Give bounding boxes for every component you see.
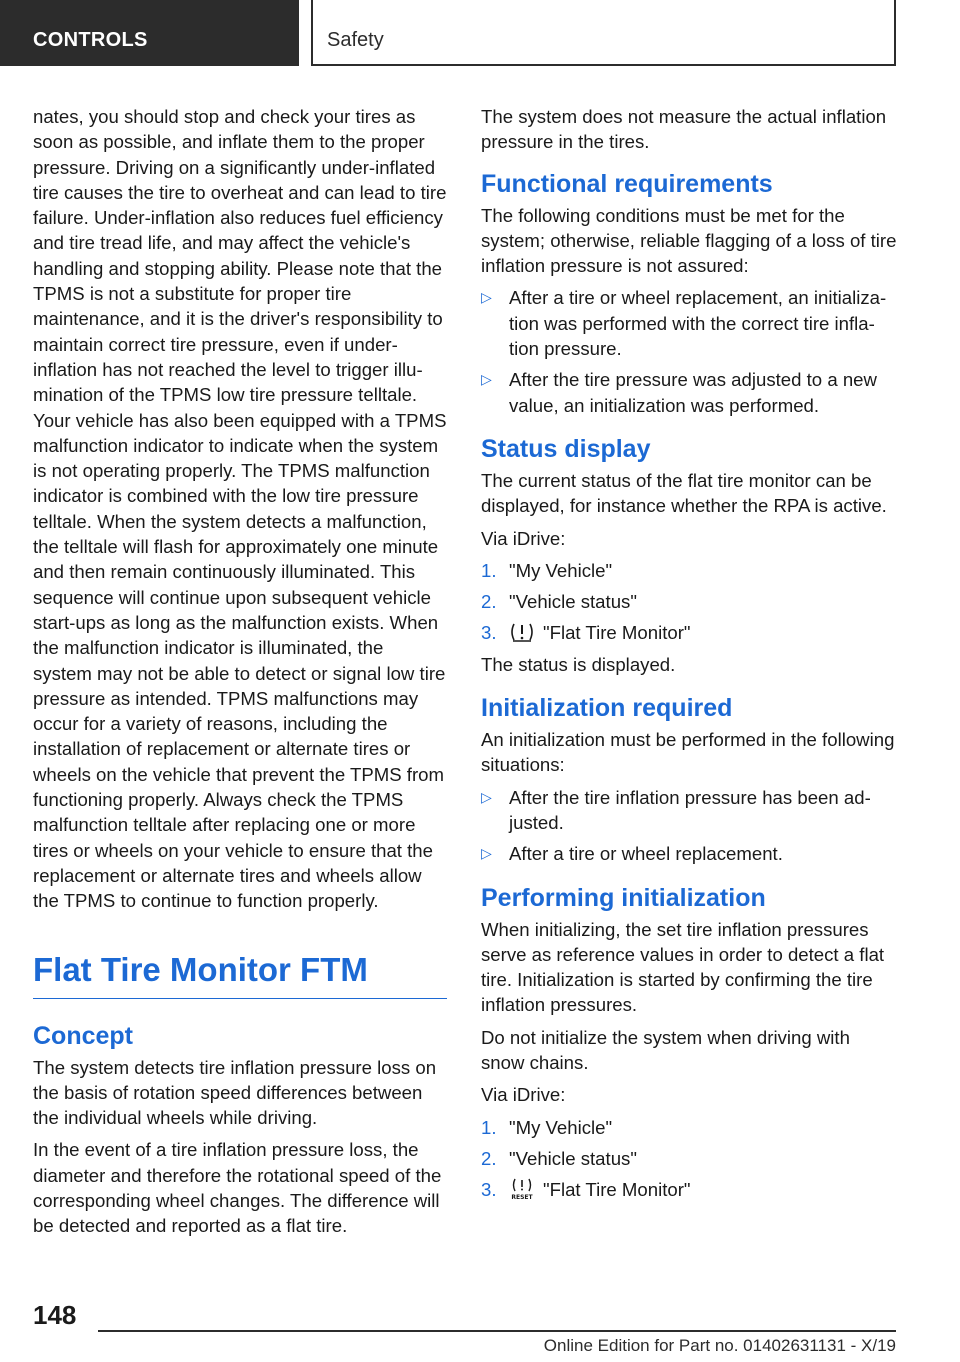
via-idrive-label: Via iDrive: [481, 1084, 566, 1106]
footer-divider [98, 1330, 896, 1332]
section-title: CONTROLS [33, 29, 148, 51]
right-column [481, 104, 897, 1209]
list-item: 1. "My Vehicle" [481, 1116, 613, 1138]
list-item: ▷ After a tire or wheel replacement. [481, 841, 897, 866]
triangle-bullet-icon: ▷ [481, 289, 492, 306]
tpms-intro-paragraph: nates, you should stop and check your tires as soon as possible, and inflate them to the proper pressure. Driving on a significantly under-inflated tire causes the tire to overheat and can lead to tire failure. Under-inflation also reduces fuel efficiency and tire tread life, and may affect the vehicle's handling and stopping ability. Please note that the TPMS is not a substitute for proper tire maintenance, and it is the driver's responsibility to maintain correct tire pressure, even if under-inflation has not reached the level to trigger illumination of the TPMS low tire pressure telltale. Your vehicle has also been equipped with a TPMS malfunction indicator to indicate when the system is not operating properly. The TPMS malfunction indicator is combined with the low tire pressure telltale. When the system detects a malfunction, the telltale will flash for approximately one minute and then remain continuously illuminated. This sequence will continue upon subsequent vehicle start-ups as long as the malfunction exists. When the malfunction indicator is illuminated, the system may not be able to detect or signal low tire pressure as intended. TPMS malfunctions may occur for a variety of reasons, including the installation of replacement or alternate tires or wheels on the vehicle that prevent the TPMS from functioning properly. Always check the TPMS malfunction telltale after replacing one or more tires or wheels on your vehicle to ensure that the replacement or alternate tires and wheels allow the TPMS to continue to function properly. [33, 106, 447, 912]
status-display-heading: Status display [481, 434, 651, 463]
initialization-required-heading: Initialization required [481, 694, 733, 723]
edition-info: Online Edition for Part no. 01402631131 - X/19 [543, 1336, 896, 1355]
list-item: ▷ After the tire inflation pressure has been adjusted. [481, 786, 871, 833]
list-item: ▷ After a tire or wheel replacement, an initialization was performed with the correct tire inflation pressure. [481, 287, 887, 360]
performing-initialization-heading: Performing initialization [481, 883, 766, 912]
status-display-paragraph: The current status of the flat tire monitor can be displayed, for instance whether the RPA is active. [481, 469, 887, 517]
measurement-note: The system does not measure the actual inflation pressure in the tires. [481, 106, 887, 153]
initialization-steps [481, 1115, 897, 1203]
list-item: ▷ After the tire pressure was adjusted to a new value, an initialization was performed. [481, 369, 877, 416]
page-header [0, 0, 960, 66]
functional-requirements-paragraph: The following conditions must be met for the system; otherwise, reliable flagging of a loss of tire inflation pressure is not assured: [481, 204, 897, 277]
chapter-heading: Flat Tire Monitor FTM [33, 950, 447, 999]
triangle-bullet-icon: ▷ [481, 788, 492, 805]
initialization-required-paragraph: An initialization must be performed in the following situations: [481, 729, 895, 776]
list-item: 1. "My Vehicle" [481, 559, 613, 581]
initialization-required-list [481, 785, 897, 867]
performing-initialization-paragraph-1: When initializing, the set tire inflation pressures serve as reference values in order to detect a flat tire. Initialization is started by confirming the tire inflation pressures. [481, 918, 885, 1016]
concept-paragraph-1: The system detects tire inflation pressure loss on the basis of rotation speed differences between the individual wheels while driving. [33, 1056, 437, 1129]
list-item: 2. "Vehicle status" [481, 1147, 637, 1169]
list-item: 2. "Vehicle status" [481, 591, 637, 613]
subsection-tab [311, 0, 896, 66]
subsection-title: Safety [327, 29, 384, 51]
list-item: 3. RESET "Flat Tire Monitor" [481, 1179, 691, 1201]
triangle-bullet-icon: ▷ [481, 845, 492, 862]
section-tab [0, 0, 299, 66]
tire-reset-icon [509, 1178, 535, 1200]
concept-paragraph-2: In the event of a tire inflation pressure loss, the diameter and therefore the rotational speed of the corresponding wheel changes. The difference will be detected and reported as a flat tire. [33, 1139, 442, 1237]
reset-label: RESET [511, 1194, 533, 1201]
status-result: The status is displayed. [481, 653, 676, 675]
status-steps [481, 558, 897, 646]
via-idrive-label: Via iDrive: [481, 527, 566, 549]
left-column [33, 104, 447, 1246]
functional-requirements-list [481, 285, 897, 417]
functional-requirements-heading: Functional requirements [481, 169, 773, 198]
performing-initialization-paragraph-2: Do not initialize the system when driving with snow chains. [481, 1026, 850, 1074]
triangle-bullet-icon: ▷ [481, 371, 492, 388]
list-item: 3. "Flat Tire Monitor" [481, 622, 691, 644]
concept-heading: Concept [33, 1021, 133, 1050]
page-number: 148 [33, 1300, 77, 1330]
tire-warning-icon [509, 621, 535, 643]
